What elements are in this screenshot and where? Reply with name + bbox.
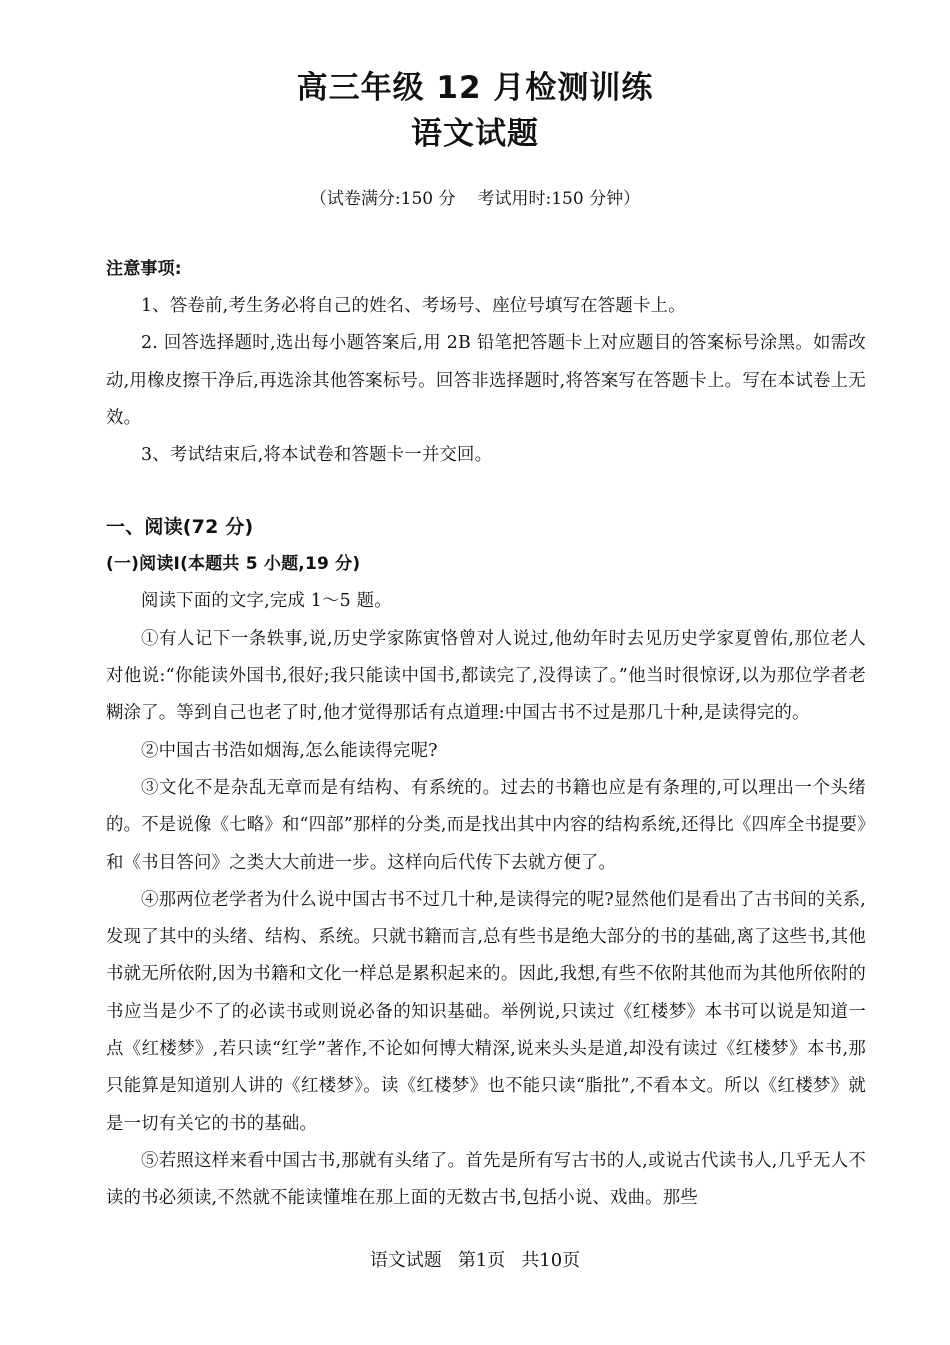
passage-paragraph: ⑤若照这样来看中国古书,那就有头绪了。首先是所有写古书的人,或说古代读书人,几乎无人不读的书必须读,不然就不能读懂堆在那上面的无数古书,包括小说、戏曲。那些	[106, 1150, 866, 1209]
subject-title: 语文试题	[411, 116, 539, 152]
page-footer	[0, 1248, 950, 1274]
content	[106, 251, 866, 1218]
notice-item: 1、答卷前,考生务必将自己的姓名、考场号、座位号填写在答题卡上。	[141, 296, 686, 316]
notice-heading: 注意事项:	[106, 259, 182, 279]
full-score: （试卷满分:150 分	[309, 189, 456, 209]
section-heading: 一、阅读(72 分)	[106, 516, 254, 539]
footer-total: 共10页	[521, 1250, 581, 1271]
reading-instruction: 阅读下面的文字,完成 1～5 题。	[141, 591, 392, 612]
notice-item: 2. 回答选择题时,选出每小题答案后,用 2B 铅笔把答题卡上对应题目的答案标号涂黑。如需改动,用橡皮擦干净后,再选涂其他答案标号。回答非选择题时,将答案写在答题卡上。写在本试卷上无效。	[106, 333, 866, 428]
passage-paragraph: ①有人记下一条轶事,说,历史学家陈寅恪曾对人说过,他幼年时去见历史学家夏曾佑,那位老人对他说:“你能读外国书,很好;我只能读中国书,都读完了,没得读了。”他当时很惊讶,以为那位学者老糊涂了。等到自己也老了时,他才觉得那话有点道理:中国古书不过是那几十种,是读得完的。	[106, 628, 866, 724]
passage-paragraph: ③文化不是杂乱无章而是有结构、有系统的。过去的书籍也应是有条理的,可以理出一个头绪的。不是说像《七略》和“四部”那样的分类,而是找出其中内容的结构系统,还得比《四库全书提要》和《书目答问》之类大大前进一步。这样向后代传下去就方便了。	[106, 777, 866, 873]
exam-time: 考试用时:150 分钟）	[477, 189, 641, 209]
passage-paragraph: ④那两位老学者为什么说中国古书不过几十种,是读得完的呢?显然他们是看出了古书间的关系,发现了其中的头绪、结构、系统。只就书籍而言,总有些书是绝大部分的书的基础,离了这些书,其他书就无所依附,因为书籍和文化一样总是累积起来的。因此,我想,有些不依附其他而为其他所依附的书应当是少不了的必读书或则说必备的知识基础。举例说,只读过《红楼梦》本书可以说是知道一点《红楼梦》,若只读“红学”著作,不论如何博大精深,说来头头是道,却没有读过《红楼梦》本书,那只能算是知道别人讲的《红楼梦》。读《红楼梦》也不能只读“脂批”,不看本文。所以《红楼梦》就是一切有关它的书的基础。	[106, 889, 866, 1134]
footer-page: 第1页	[457, 1250, 506, 1271]
exam-meta	[0, 187, 950, 211]
notice-item: 3、考试结束后,将本试卷和答题卡一并交回。	[141, 445, 493, 466]
section-subheading: (一)阅读Ⅰ(本题共 5 小题,19 分)	[106, 554, 361, 575]
passage-paragraph: ②中国古书浩如烟海,怎么能读得完呢?	[141, 740, 438, 761]
exam-title: 高三年级 12 月检测训练	[296, 70, 654, 106]
footer-subject: 语文试题	[369, 1250, 442, 1271]
